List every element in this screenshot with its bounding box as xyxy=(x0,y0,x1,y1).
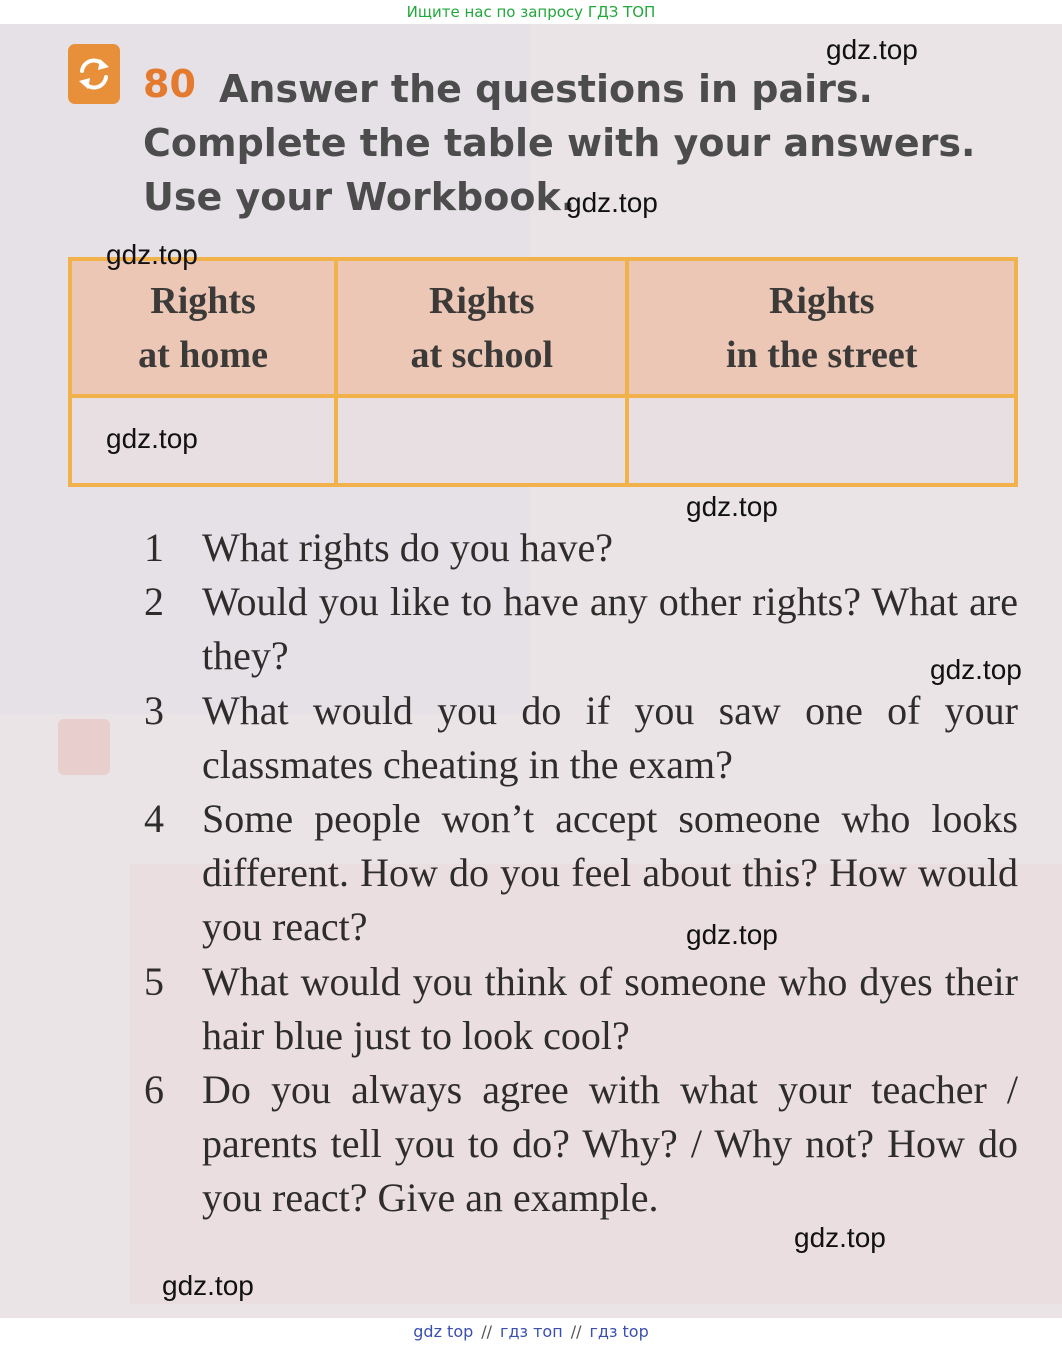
header-rights-at-school xyxy=(336,259,627,396)
header-line: at home xyxy=(138,333,268,376)
answer-cell-street xyxy=(627,396,1016,485)
question-number: 5 xyxy=(144,958,164,1004)
header-line: Rights xyxy=(150,279,256,322)
header-line: at school xyxy=(410,333,554,376)
footer-link[interactable]: гдз top xyxy=(589,1322,649,1341)
question-number: 4 xyxy=(144,796,164,842)
show-through-icon xyxy=(58,719,110,775)
watermark: gdz.top xyxy=(686,919,778,950)
footer-link[interactable]: гдз топ xyxy=(500,1322,563,1341)
footer xyxy=(0,1318,1062,1346)
question-item xyxy=(144,1063,1018,1226)
question-item xyxy=(144,684,1018,792)
question-number: 3 xyxy=(144,687,164,733)
watermark: gdz.top xyxy=(826,34,918,65)
watermark: gdz.top xyxy=(794,1222,886,1253)
question-number: 6 xyxy=(144,1067,164,1113)
watermark: gdz.top xyxy=(930,654,1022,685)
top-banner[interactable]: Ищите нас по запросу ГДЗ ТОП xyxy=(0,0,1062,24)
question-text: What would you think of someone who dyes their hair blue just to look cool? xyxy=(202,958,1018,1058)
header-rights-at-home xyxy=(70,259,336,396)
header-line: Rights xyxy=(428,279,535,322)
textbook-page xyxy=(0,24,1062,1318)
question-text: Some people won’t accept someone who looks different. How do you feel about this? How would you react? xyxy=(202,796,1018,950)
question-number: 2 xyxy=(144,579,164,625)
exercise-number: 80 xyxy=(143,62,196,106)
watermark: gdz.top xyxy=(106,239,198,270)
question-text: What rights do you have? xyxy=(202,525,613,570)
footer-separator: // xyxy=(570,1322,582,1341)
question-text: Would you like to have any other rights? What are they? xyxy=(202,579,1018,679)
watermark: gdz.top xyxy=(106,423,198,454)
watermark: gdz.top xyxy=(686,491,778,522)
question-item xyxy=(144,575,1018,683)
watermark: gdz.top xyxy=(162,1270,254,1301)
question-number: 1 xyxy=(144,525,164,570)
header-line: in the street xyxy=(726,333,918,376)
question-item xyxy=(144,955,1018,1063)
watermark: gdz.top xyxy=(566,187,658,218)
header-rights-in-the-street xyxy=(627,259,1016,396)
question-item xyxy=(144,792,1018,955)
header-line: Rights xyxy=(768,279,875,322)
answer-cell-school xyxy=(336,396,627,485)
footer-separator: // xyxy=(481,1322,493,1341)
question-text: Do you always agree with what your teacher / parents tell you to do? Why? / Why not? How do you react? Give an example. xyxy=(202,1067,1018,1221)
question-text: What would you do if you saw one of your classmates cheating in the exam? xyxy=(202,687,1018,787)
instruction-line: Use your Workbook. xyxy=(143,175,576,219)
instruction-line: Complete the table with your answers. xyxy=(143,121,976,165)
footer-link[interactable]: gdz top xyxy=(413,1322,474,1341)
rights-table xyxy=(68,257,1018,487)
instruction-line: Answer the questions in pairs. xyxy=(219,67,873,111)
question-item xyxy=(144,521,1018,575)
refresh-arrows-icon xyxy=(68,44,120,104)
question-list xyxy=(144,521,1018,1226)
